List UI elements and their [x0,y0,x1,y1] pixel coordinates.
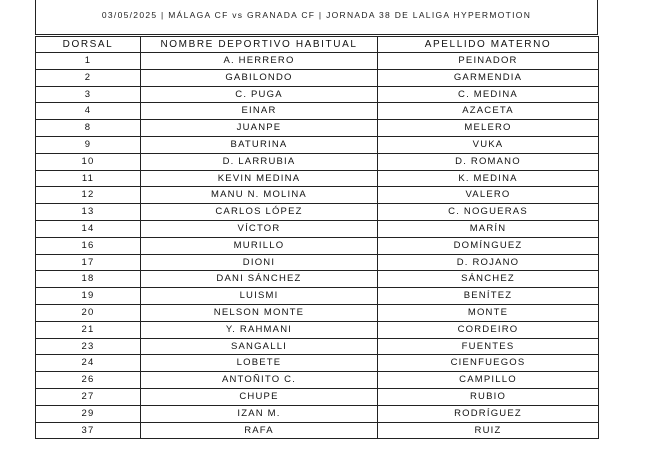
apellido-cell: MARÍN [378,220,599,237]
apellido-cell: D. ROMANO [378,153,599,170]
dorsal-cell: 24 [36,355,141,372]
nombre-cell: CARLOS LÓPEZ [141,204,378,221]
table-row [36,321,599,338]
table-row [36,271,599,288]
dorsal-cell: 29 [36,405,141,422]
table-row [36,355,599,372]
dorsal-cell: 4 [36,103,141,120]
dorsal-cell: 3 [36,86,141,103]
dorsal-cell: 19 [36,288,141,305]
match-title: 03/05/2025 | MÁLAGA CF vs GRANADA CF | JORNADA 38 DE LALIGA HYPERMOTION [101,10,532,20]
apellido-cell: VUKA [378,136,599,153]
apellido-cell: RODRÍGUEZ [378,405,599,422]
dorsal-cell: 11 [36,170,141,187]
table-row [36,136,599,153]
dorsal-cell: 10 [36,153,141,170]
apellido-cell: C. MEDINA [378,86,599,103]
dorsal-cell: 26 [36,372,141,389]
dorsal-cell: 12 [36,187,141,204]
dorsal-cell: 13 [36,204,141,221]
dorsal-cell: 1 [36,53,141,70]
dorsal-cell: 37 [36,422,141,439]
table-row [36,103,599,120]
nombre-cell: CHUPE [141,388,378,405]
title-box [35,0,598,35]
dorsal-cell: 8 [36,120,141,137]
dorsal-cell: 20 [36,304,141,321]
table-row [36,254,599,271]
apellido-cell: C. NOGUERAS [378,204,599,221]
nombre-cell: NELSON MONTE [141,304,378,321]
dorsal-cell: 14 [36,220,141,237]
nombre-cell: LOBETE [141,355,378,372]
apellido-cell: SÁNCHEZ [378,271,599,288]
apellido-cell: MONTE [378,304,599,321]
nombre-cell: EINAR [141,103,378,120]
nombre-cell: DANI SÁNCHEZ [141,271,378,288]
table-row [36,69,599,86]
apellido-cell: CORDEIRO [378,321,599,338]
apellido-cell: CAMPILLO [378,372,599,389]
nombre-cell: JUANPE [141,120,378,137]
nombre-cell: BATURINA [141,136,378,153]
nombre-cell: IZAN M. [141,405,378,422]
table-row [36,53,599,70]
nombre-cell: MURILLO [141,237,378,254]
dorsal-cell: 9 [36,136,141,153]
table-row [36,237,599,254]
nombre-cell: D. LARRUBIA [141,153,378,170]
nombre-cell: RAFA [141,422,378,439]
dorsal-cell: 18 [36,271,141,288]
table-row [36,120,599,137]
dorsal-cell: 2 [36,69,141,86]
table-row [36,304,599,321]
nombre-cell: DIONI [141,254,378,271]
apellido-cell: D. ROJANO [378,254,599,271]
table-row [36,372,599,389]
apellido-cell: DOMÍNGUEZ [378,237,599,254]
table-row [36,338,599,355]
table-row [36,422,599,439]
nombre-cell: SANGALLI [141,338,378,355]
apellido-cell: K. MEDINA [378,170,599,187]
column-header-nombre: NOMBRE DEPORTIVO HABITUAL [141,37,378,53]
nombre-cell: GABILONDO [141,69,378,86]
apellido-cell: MELERO [378,120,599,137]
apellido-cell: RUBIO [378,388,599,405]
table-row [36,204,599,221]
apellido-cell: FUENTES [378,338,599,355]
table-row [36,170,599,187]
apellido-cell: CIENFUEGOS [378,355,599,372]
dorsal-cell: 27 [36,388,141,405]
dorsal-cell: 16 [36,237,141,254]
dorsal-cell: 21 [36,321,141,338]
apellido-cell: PEINADOR [378,53,599,70]
nombre-cell: ANTOÑITO C. [141,372,378,389]
nombre-cell: C. PUGA [141,86,378,103]
dorsal-cell: 17 [36,254,141,271]
nombre-cell: A. HERRERO [141,53,378,70]
roster-sheet [35,0,598,440]
table-row [36,153,599,170]
dorsal-cell: 23 [36,338,141,355]
roster-table-header [36,37,599,53]
apellido-cell: RUIZ [378,422,599,439]
apellido-cell: AZACETA [378,103,599,120]
table-row [36,220,599,237]
nombre-cell: MANU N. MOLINA [141,187,378,204]
nombre-cell: VÍCTOR [141,220,378,237]
roster-table [35,36,599,439]
apellido-cell: VALERO [378,187,599,204]
table-row [36,388,599,405]
apellido-cell: GARMENDIA [378,69,599,86]
table-row [36,405,599,422]
column-header-dorsal: DORSAL [36,37,141,53]
roster-table-body [36,53,599,439]
apellido-cell: BENÍTEZ [378,288,599,305]
header-row [36,37,599,53]
nombre-cell: Y. RAHMANI [141,321,378,338]
table-row [36,187,599,204]
nombre-cell: LUISMI [141,288,378,305]
table-row [36,288,599,305]
table-row [36,86,599,103]
nombre-cell: KEVIN MEDINA [141,170,378,187]
column-header-apellido: APELLIDO MATERNO [378,37,599,53]
